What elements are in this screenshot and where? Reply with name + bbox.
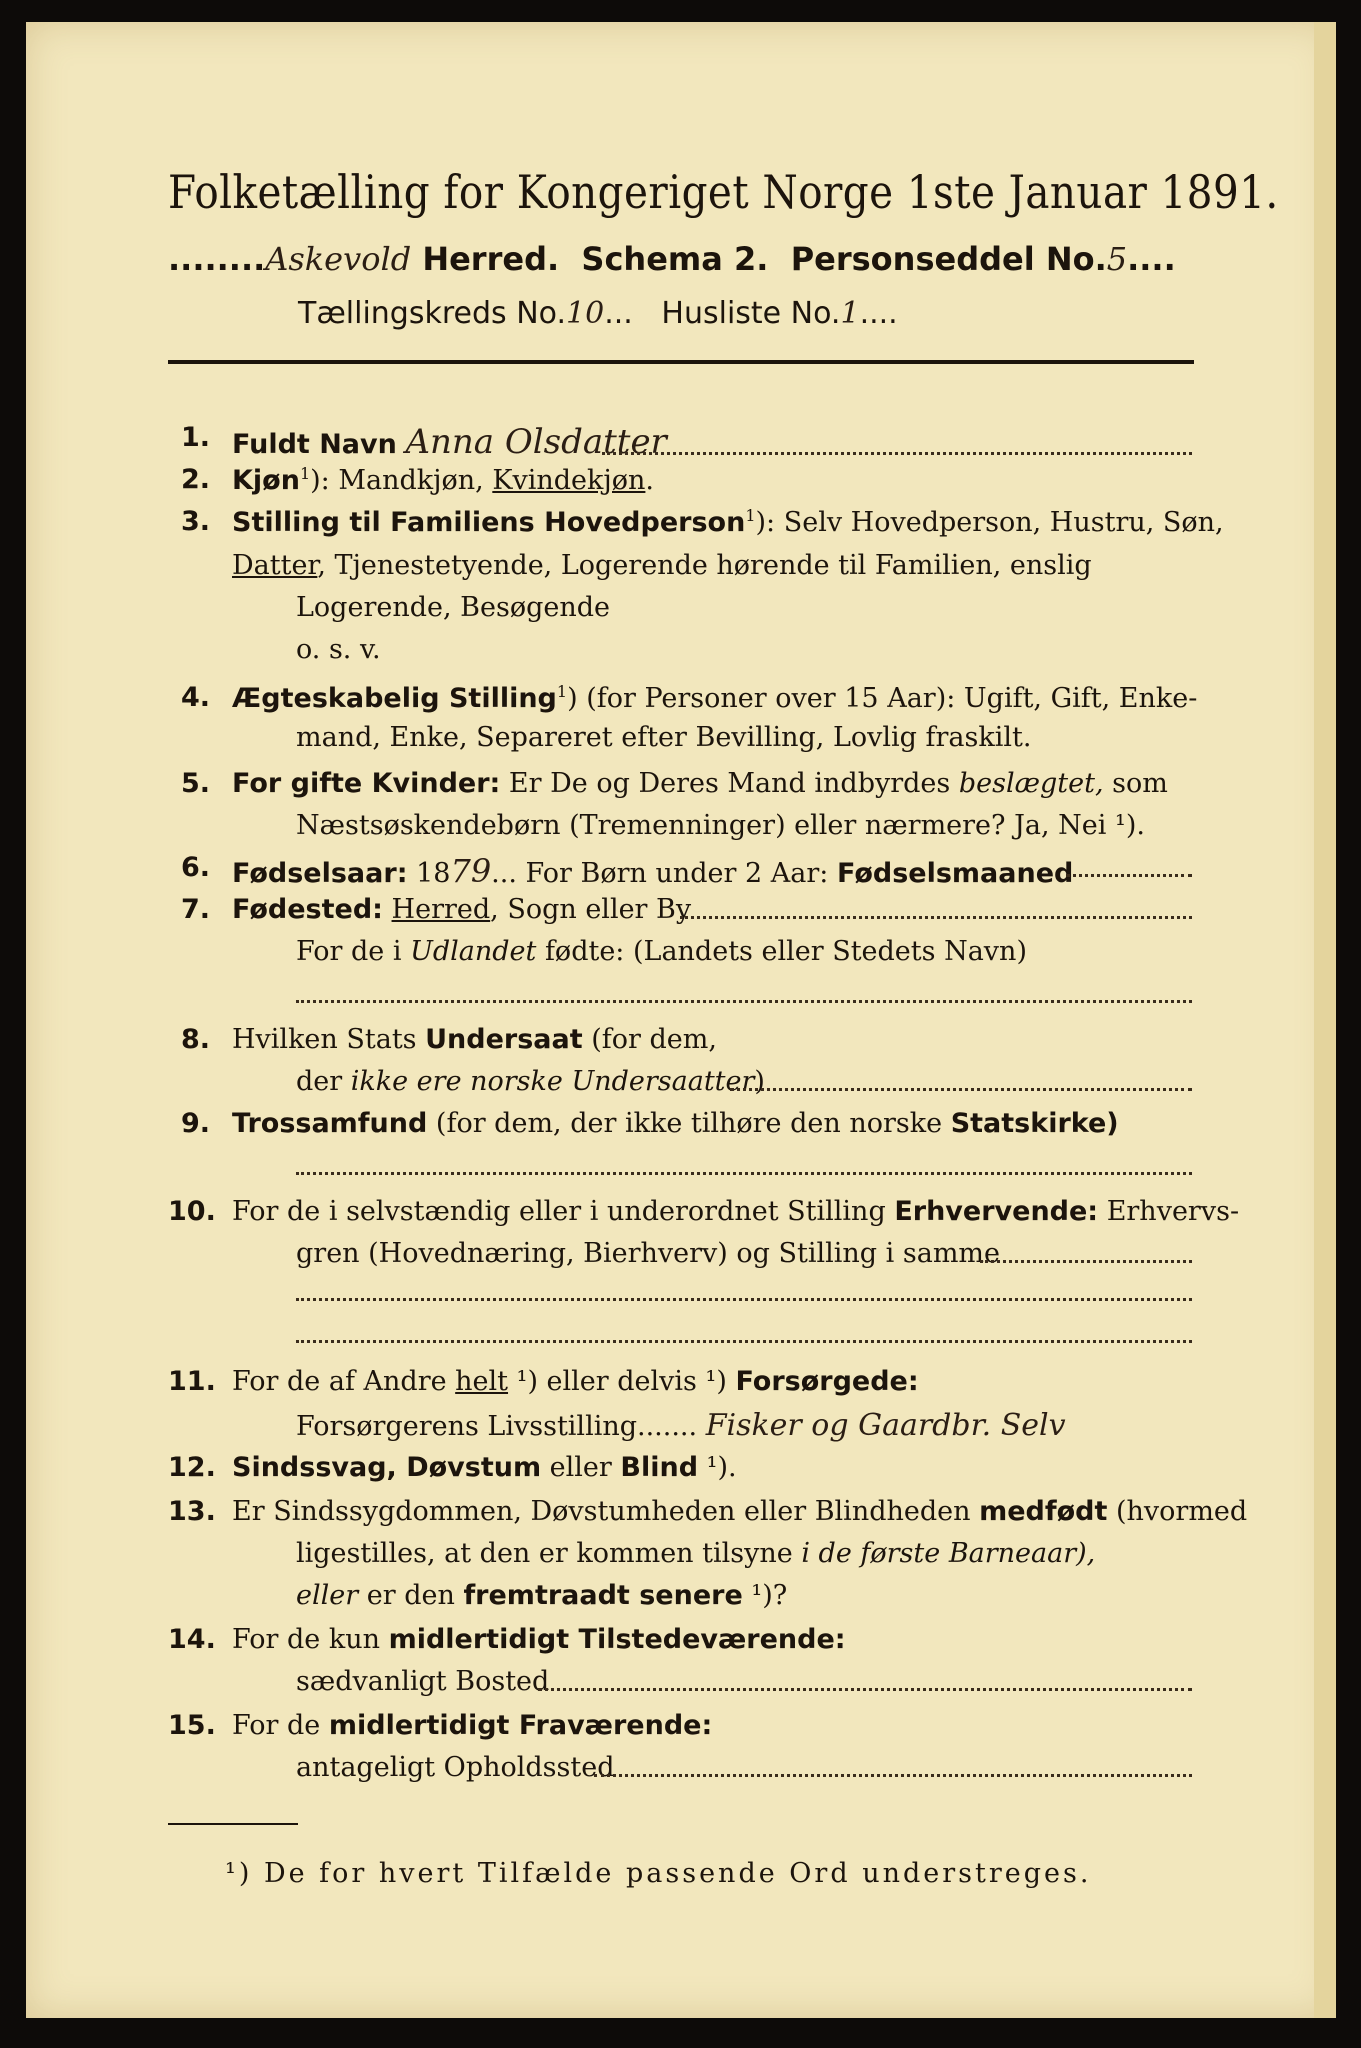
item-label: Statskirke): [950, 1108, 1119, 1139]
herred-dots: ........: [168, 240, 266, 278]
item-text: Er De og Deres Mand indbyrdes: [500, 768, 959, 799]
item-text: Hvilken Stats: [232, 1024, 426, 1055]
item-14-line2: sædvanligt Bosted: [296, 1666, 550, 1697]
item-text: er den: [358, 1580, 464, 1611]
fill-line: [538, 1688, 1192, 1691]
item-text: der: [296, 1066, 351, 1097]
item-11-line2: Forsørgerens Livsstilling....... Fisker og Gaardbr. Selv: [296, 1408, 1066, 1443]
item-text: ): Mandkjøn,: [310, 465, 493, 496]
item-text: For de kun: [232, 1624, 389, 1655]
underlined-choice: Datter: [232, 550, 318, 581]
item-8-line2: [296, 1066, 765, 1097]
header-row-kreds: Tællingskreds No.10... Husliste No.1....: [298, 296, 898, 331]
item-text-italic: Udlandet: [410, 936, 537, 967]
item-label: medfødt: [979, 1496, 1108, 1527]
item-label: Erhvervende:: [894, 1196, 1099, 1227]
fill-line: [296, 1000, 1192, 1003]
item-label: Kjøn: [232, 465, 300, 496]
item-5-line2: Næstsøskendebørn (Tremenninger) eller nærmere? Ja, Nei ¹).: [296, 810, 1145, 841]
item-text: For de i: [296, 936, 411, 967]
item-number: 4.: [180, 682, 210, 713]
husliste-value: 1: [840, 296, 860, 331]
fill-line: [1066, 874, 1192, 877]
item-15-line2: antageligt Opholdssted: [296, 1752, 615, 1783]
item-4-line2: mand, Enke, Separeret efter Bevilling, Lovlig fraskilt.: [296, 722, 1032, 753]
item-label: Forsørgede:: [735, 1366, 919, 1397]
item-text: (for dem,: [582, 1024, 717, 1055]
item-label: fremtraadt senere: [463, 1580, 743, 1611]
item-text: (for dem, der ikke tilhøre den norske: [427, 1108, 951, 1139]
item-label: gifte Kvinder:: [290, 768, 501, 799]
fill-line: [680, 916, 1192, 919]
item-text-italic: beslægtet,: [958, 768, 1104, 799]
schema-label: Schema 2.: [581, 240, 769, 278]
item-label: Undersaat: [425, 1024, 583, 1055]
underlined-choice: helt: [455, 1366, 509, 1397]
item-number: 3.: [180, 506, 210, 537]
item-number: 7.: [180, 894, 210, 925]
underlined-choice: Kvindekjøn: [492, 465, 646, 496]
item-text: Er Sindssygdommen, Døvstumheden eller Blindheden: [232, 1496, 980, 1527]
item-label: Fødselsaar:: [232, 858, 408, 889]
header-rule: [168, 360, 1194, 364]
item-text: fødte: (Landets eller Stedets Navn): [536, 936, 1027, 967]
fill-line: [602, 452, 1192, 455]
item-label: Blind: [620, 1452, 699, 1483]
item-label: Trossamfund: [232, 1108, 428, 1139]
footnote-rule: [168, 1823, 298, 1825]
item-text: Erhvervs-: [1098, 1196, 1240, 1227]
full-name-value: Anna Olsdatter: [405, 422, 667, 462]
item-3-line2: [232, 550, 1092, 581]
header-row-herred: ........Askevold Herred. Schema 2. Personseddel No.5....: [168, 240, 1176, 278]
herred-label: Herred.: [422, 240, 560, 278]
item-text: 18: [407, 858, 451, 889]
footnote-mark: 1: [745, 506, 756, 525]
item-text: For de i selvstændig eller i underordnet Stilling: [232, 1196, 895, 1227]
herred-value: Askevold: [265, 240, 412, 278]
item-text: , Tjenestetyende, Logerende hørende til Familien, enslig: [317, 550, 1092, 581]
item-text: (hvormed: [1107, 1496, 1248, 1527]
footnote-mark: 1: [556, 682, 568, 701]
item-text: For Børn under 2 Aar:: [516, 858, 837, 889]
item-text-italic: i de første Barneaar),: [801, 1538, 1096, 1569]
item-text: ): [754, 1066, 765, 1097]
item-label: Fødselsmaaned: [836, 858, 1074, 889]
fill-line: [296, 1298, 1192, 1301]
item-13-line2: [296, 1538, 1095, 1569]
footnote-mark: 1: [299, 464, 311, 483]
item-number: 9.: [180, 1108, 210, 1139]
item-number: 2.: [180, 464, 210, 495]
item-label: midlertidigt Tilstedeværende:: [388, 1624, 846, 1655]
item-text: For de af Andre: [232, 1366, 456, 1397]
item-label: Fødested:: [232, 894, 383, 925]
kreds-label: Tællingskreds No.: [298, 296, 566, 331]
fill-line: [730, 1088, 1192, 1091]
item-number: 13.: [168, 1496, 216, 1527]
item-text: .: [645, 465, 654, 496]
item-text: ligestilles, at den er kommen tilsyne: [296, 1538, 802, 1569]
item-3-line3: Logerende, Besøgende: [296, 592, 610, 623]
item-10-line2: gren (Hovednæring, Bierhverv) og Stilling i samme: [296, 1238, 1001, 1269]
item-text: ¹) eller delvis ¹): [508, 1366, 736, 1397]
item-number: 1.: [180, 422, 210, 453]
item-number: 14.: [168, 1624, 216, 1655]
item-text: , Sogn eller By: [490, 894, 692, 925]
kreds-value: 10: [566, 296, 605, 331]
item-text: ) (for Personer over 15 Aar): Ugift, Gift, Enke-: [567, 683, 1198, 714]
fill-line: [296, 1340, 1192, 1343]
item-text: ¹).: [698, 1452, 737, 1483]
item-label: Ægteskabelig Stilling: [232, 683, 557, 714]
personseddel-value: 5: [1106, 240, 1128, 278]
item-text: For de: [232, 1710, 329, 1741]
item-text-italic: eller: [296, 1580, 359, 1611]
item-text: eller: [541, 1452, 621, 1483]
birth-year-value: 79: [450, 852, 492, 890]
item-text: som: [1103, 768, 1168, 799]
fill-line: [296, 1172, 1192, 1175]
underlined-choice: Herred: [391, 894, 491, 925]
fill-line: [980, 1260, 1192, 1263]
item-text: ): Selv Hovedperson, Hustru, Søn,: [755, 507, 1224, 538]
item-number: 6.: [180, 852, 210, 883]
footnote: ¹) De for hvert Tilfælde passende Ord understreges.: [225, 1858, 1092, 1889]
husliste-label: Husliste No.: [661, 296, 841, 331]
item-text: ¹)?: [742, 1580, 788, 1611]
item-13-line3: [296, 1580, 787, 1611]
item-label: Sindssvag, Døvstum: [232, 1452, 542, 1483]
item-3-line4: o. s. v.: [296, 634, 381, 665]
item-text-italic: ikke ere norske Undersaatter: [350, 1066, 755, 1097]
form-title: Folketælling for Kongeriget Norge 1ste Januar 1891.: [168, 165, 1279, 219]
item-text: For: [232, 768, 291, 799]
item-number: 10.: [168, 1196, 216, 1227]
provider-occupation-value: Fisker og Gaardbr. Selv: [705, 1408, 1066, 1443]
item-label: Stilling til Familiens Hovedperson: [232, 507, 746, 538]
item-label: midlertidigt Fraværende:: [328, 1710, 713, 1741]
item-label: Fuldt Navn: [232, 429, 397, 460]
item-number: 15.: [168, 1710, 216, 1741]
item-number: 5.: [180, 768, 210, 799]
item-number: 12.: [168, 1452, 216, 1483]
item-text: Forsørgerens Livsstilling: [296, 1411, 638, 1442]
personseddel-label: Personseddel No.: [790, 240, 1107, 278]
fill-line: [594, 1774, 1192, 1777]
item-number: 8.: [180, 1024, 210, 1055]
item-7-line2: [296, 936, 1027, 967]
item-number: 11.: [168, 1366, 216, 1397]
